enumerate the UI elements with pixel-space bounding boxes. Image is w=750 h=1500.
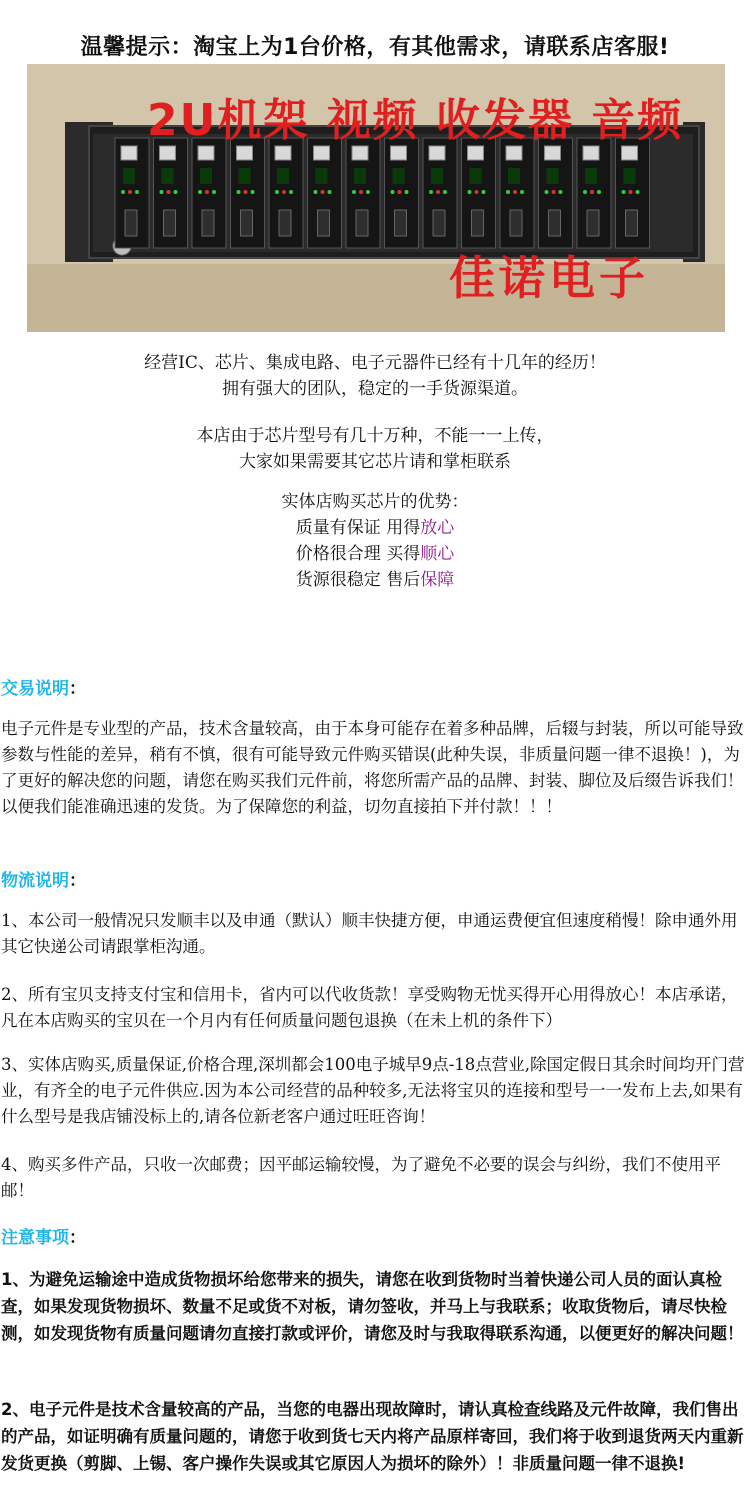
product-photo [27,64,725,332]
advantage-text: 质量有保证 用得 [295,518,421,538]
transceiver-card [346,138,380,248]
trade-description: 电子元件是专业型的产品，技术含量较高，由于本身可能存在着多种品牌，后辍与封装，所以可能导致参数与性能的差异，稍有不慎，很有可能导致元件购买错误(此种失误，非质量问题一律不退换！)，为了更好的解决您的问题，请您在购买我们元件前，将您所需产品的品牌、封装、脚位及后缀告诉我们！以便我们能准确迅速的发货。为了保障您的利益，切勿直接拍下并付款！！！ [1,719,744,816]
section-title-colon: ： [69,679,86,699]
transceiver-card [539,138,573,248]
logistics-item: 3、实体店购买,质量保证,价格合理,深圳都会100电子城早9点-18点营业,除国定假日其余时间均开门营业，有齐全的电子元件供应.因为本公司经营的品种较多,无法将宝贝的连接和型号一一发布上去,如果有什么型号是我店铺没标上的,请各位新老客户通过旺旺咨询！ [1,1055,745,1126]
notice-banner: 温馨提示：淘宝上为1台价格，有其他需求，请联系店客服! [80,35,670,60]
transceiver-card [231,138,265,248]
transceiver-card [192,138,226,248]
notes-item: 2、电子元件是技术含量较高的产品，当您的电器出现故障时，请认真检查线路及元件故障，我们售出的产品，如证明确有质量问题的，请您于收到货七天内将产品原样寄回，我们将于收到退货两天内重新发货更换（剪脚、上锡、客户操作失误或其它原因人为损坏的除外）！非质量问题一律不退换! [1,1400,744,1473]
transceiver-card [462,138,496,248]
advantage-text: 货源很稳定 售后 [295,570,421,590]
section-title-colon: ： [69,871,86,891]
advantage-highlight: 保障 [420,570,455,590]
transceiver-card [500,138,534,248]
transceiver-card [616,138,650,248]
section-title-text: 物流说明 [1,871,69,891]
advantage-item [0,541,750,567]
photo-brand: 佳诺电子 [449,251,649,305]
logistics-section-title [1,866,86,891]
notes-item: 1、为避免运输途中造成货物损坏给您带来的损失，请您在收到货物时当着快递公司人员的面认真检查，如果发现货物损坏、数量不足或货不对板，请勿签收，并马上与我联系；收取货物后，请尽快检测，如发现货物有质量问题请勿直接打款或评价，请您及时与我取得联系沟通，以便更好的解决问题！ [1,1270,744,1343]
section-title-text: 交易说明 [1,679,69,699]
transceiver-card [308,138,342,248]
photo-title: 2U机架 视频 收发器 音频 [147,95,684,146]
section-title-colon: ： [69,1228,86,1248]
intro-block-2 [0,423,750,475]
logistics-item: 1、本公司一般情况只发顺丰以及申通（默认）顺丰快捷方便，申通运费便宜但速度稍慢！除申通外用其它快递公司请跟掌柜沟通。 [1,911,738,956]
advantage-item [0,567,750,593]
transceiver-card [423,138,457,248]
intro-line: 本店由于芯片型号有几十万种，不能一一上传， [196,426,554,446]
logistics-item: 2、所有宝贝支持支付宝和信用卡，省内可以代收货款！享受购物无忧买得开心用得放心！本店承诺，凡在本店购买的宝贝在一个月内有任何质量问题包退换（在未上机的条件下） [1,985,738,1030]
transceiver-card [115,138,149,248]
trade-section-title [1,674,86,699]
transceiver-card [154,138,188,248]
advantages-block [0,489,750,593]
transceiver-card [577,138,611,248]
intro-block-1 [0,350,750,402]
intro-line: 大家如果需要其它芯片请和掌柜联系 [239,452,511,472]
notes-section-title [1,1223,86,1248]
transceiver-card [269,138,303,248]
advantage-highlight: 顺心 [420,544,455,564]
advantage-text: 价格很合理 买得 [295,544,421,564]
section-title-text: 注意事项 [1,1228,69,1248]
intro-line: 拥有强大的团队，稳定的一手货源渠道。 [222,379,528,399]
advantage-item [0,515,750,541]
advantages-title: 实体店购买芯片的优势： [281,492,469,512]
intro-line: 经营IC、芯片、集成电路、电子元器件已经有十几年的经历！ [144,353,606,373]
logistics-item: 4、购买多件产品，只收一次邮费；因平邮运输较慢，为了避免不必要的误会与纠纷，我们不使用平邮！ [1,1155,721,1200]
advantage-highlight: 放心 [420,518,455,538]
transceiver-card [385,138,419,248]
